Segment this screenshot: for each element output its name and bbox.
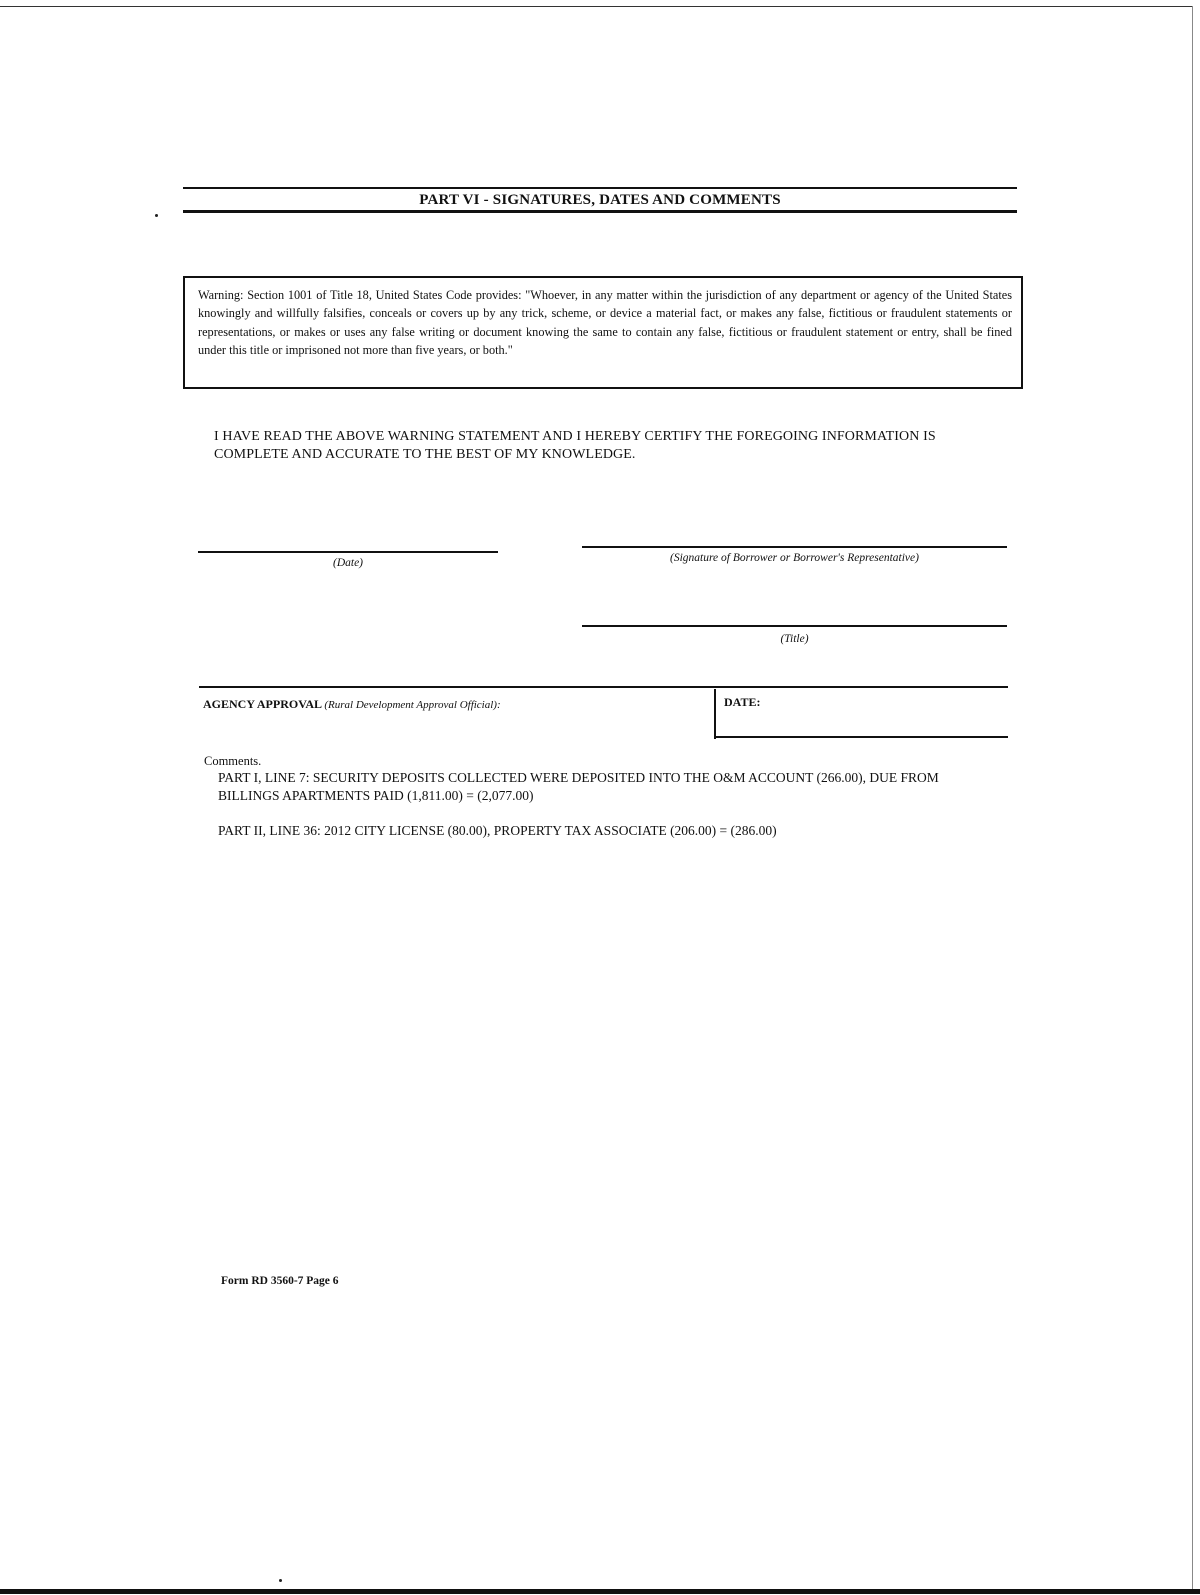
date-signature-line[interactable] — [198, 551, 498, 553]
page-edge-right — [1192, 6, 1193, 1591]
agency-approval-sublabel: (Rural Development Approval Official): — [324, 699, 501, 711]
certification-statement: I HAVE READ THE ABOVE WARNING STATEMENT AND I HEREBY CERTIFY THE FOREGOING INFORMATION IS COMPLETE AND ACCURATE TO THE BEST OF MY KNOWLEDGE. — [214, 429, 936, 462]
agency-rule-top — [199, 686, 1008, 688]
date-caption: (Date) — [332, 557, 363, 569]
page-edge-bottom — [0, 1589, 1200, 1594]
agency-rule-bottom — [714, 736, 1008, 738]
comments-label: Comments. — [204, 754, 262, 768]
agency-date-label: DATE: — [724, 695, 761, 709]
comment-item: PART I, LINE 7: SECURITY DEPOSITS COLLECTED WERE DEPOSITED INTO THE O&M ACCOUNT (266.00), DUE FROM BILLINGS APARTMENTS PAID (1,811.00) = (2,077.00) — [218, 770, 939, 803]
comment-item: PART II, LINE 36: 2012 CITY LICENSE (80.00), PROPERTY TAX ASSOCIATE (206.00) = (286.00) — [218, 823, 777, 838]
title-caption: (Title) — [780, 633, 809, 645]
warning-text: Warning: Section 1001 of Title 18, United States Code provides: "Whoever, in any matter within the jurisdiction of any department or agency of the United States knowingly and willfully falsifies, conceals or covers up by any trick, scheme, or device a material fact, or makes any false, fictitious or fraudulent statements or representations, or makes or uses any false writing or document knowing the same to contain any false, fictitious or fraudulent statement or entry, shall be fined under this title or imprisoned not more than five years, or both." — [198, 288, 1012, 358]
section-header — [183, 187, 1017, 213]
section-title: PART VI - SIGNATURES, DATES AND COMMENTS — [419, 192, 781, 208]
warning-box — [183, 276, 1023, 389]
agency-divider — [714, 689, 716, 739]
header-rule-bottom — [183, 210, 1017, 213]
borrower-signature-line[interactable] — [582, 546, 1007, 548]
title-signature-line[interactable] — [582, 625, 1007, 627]
page-edge-top — [0, 6, 1192, 7]
agency-approval-title: AGENCY APPROVAL — [203, 697, 322, 711]
scan-speck — [279, 1579, 282, 1582]
agency-approval-label — [203, 697, 501, 712]
scan-speck — [155, 214, 158, 217]
signature-caption: (Signature of Borrower or Borrower's Representative) — [670, 552, 919, 564]
form-footer: Form RD 3560-7 Page 6 — [221, 1275, 339, 1287]
